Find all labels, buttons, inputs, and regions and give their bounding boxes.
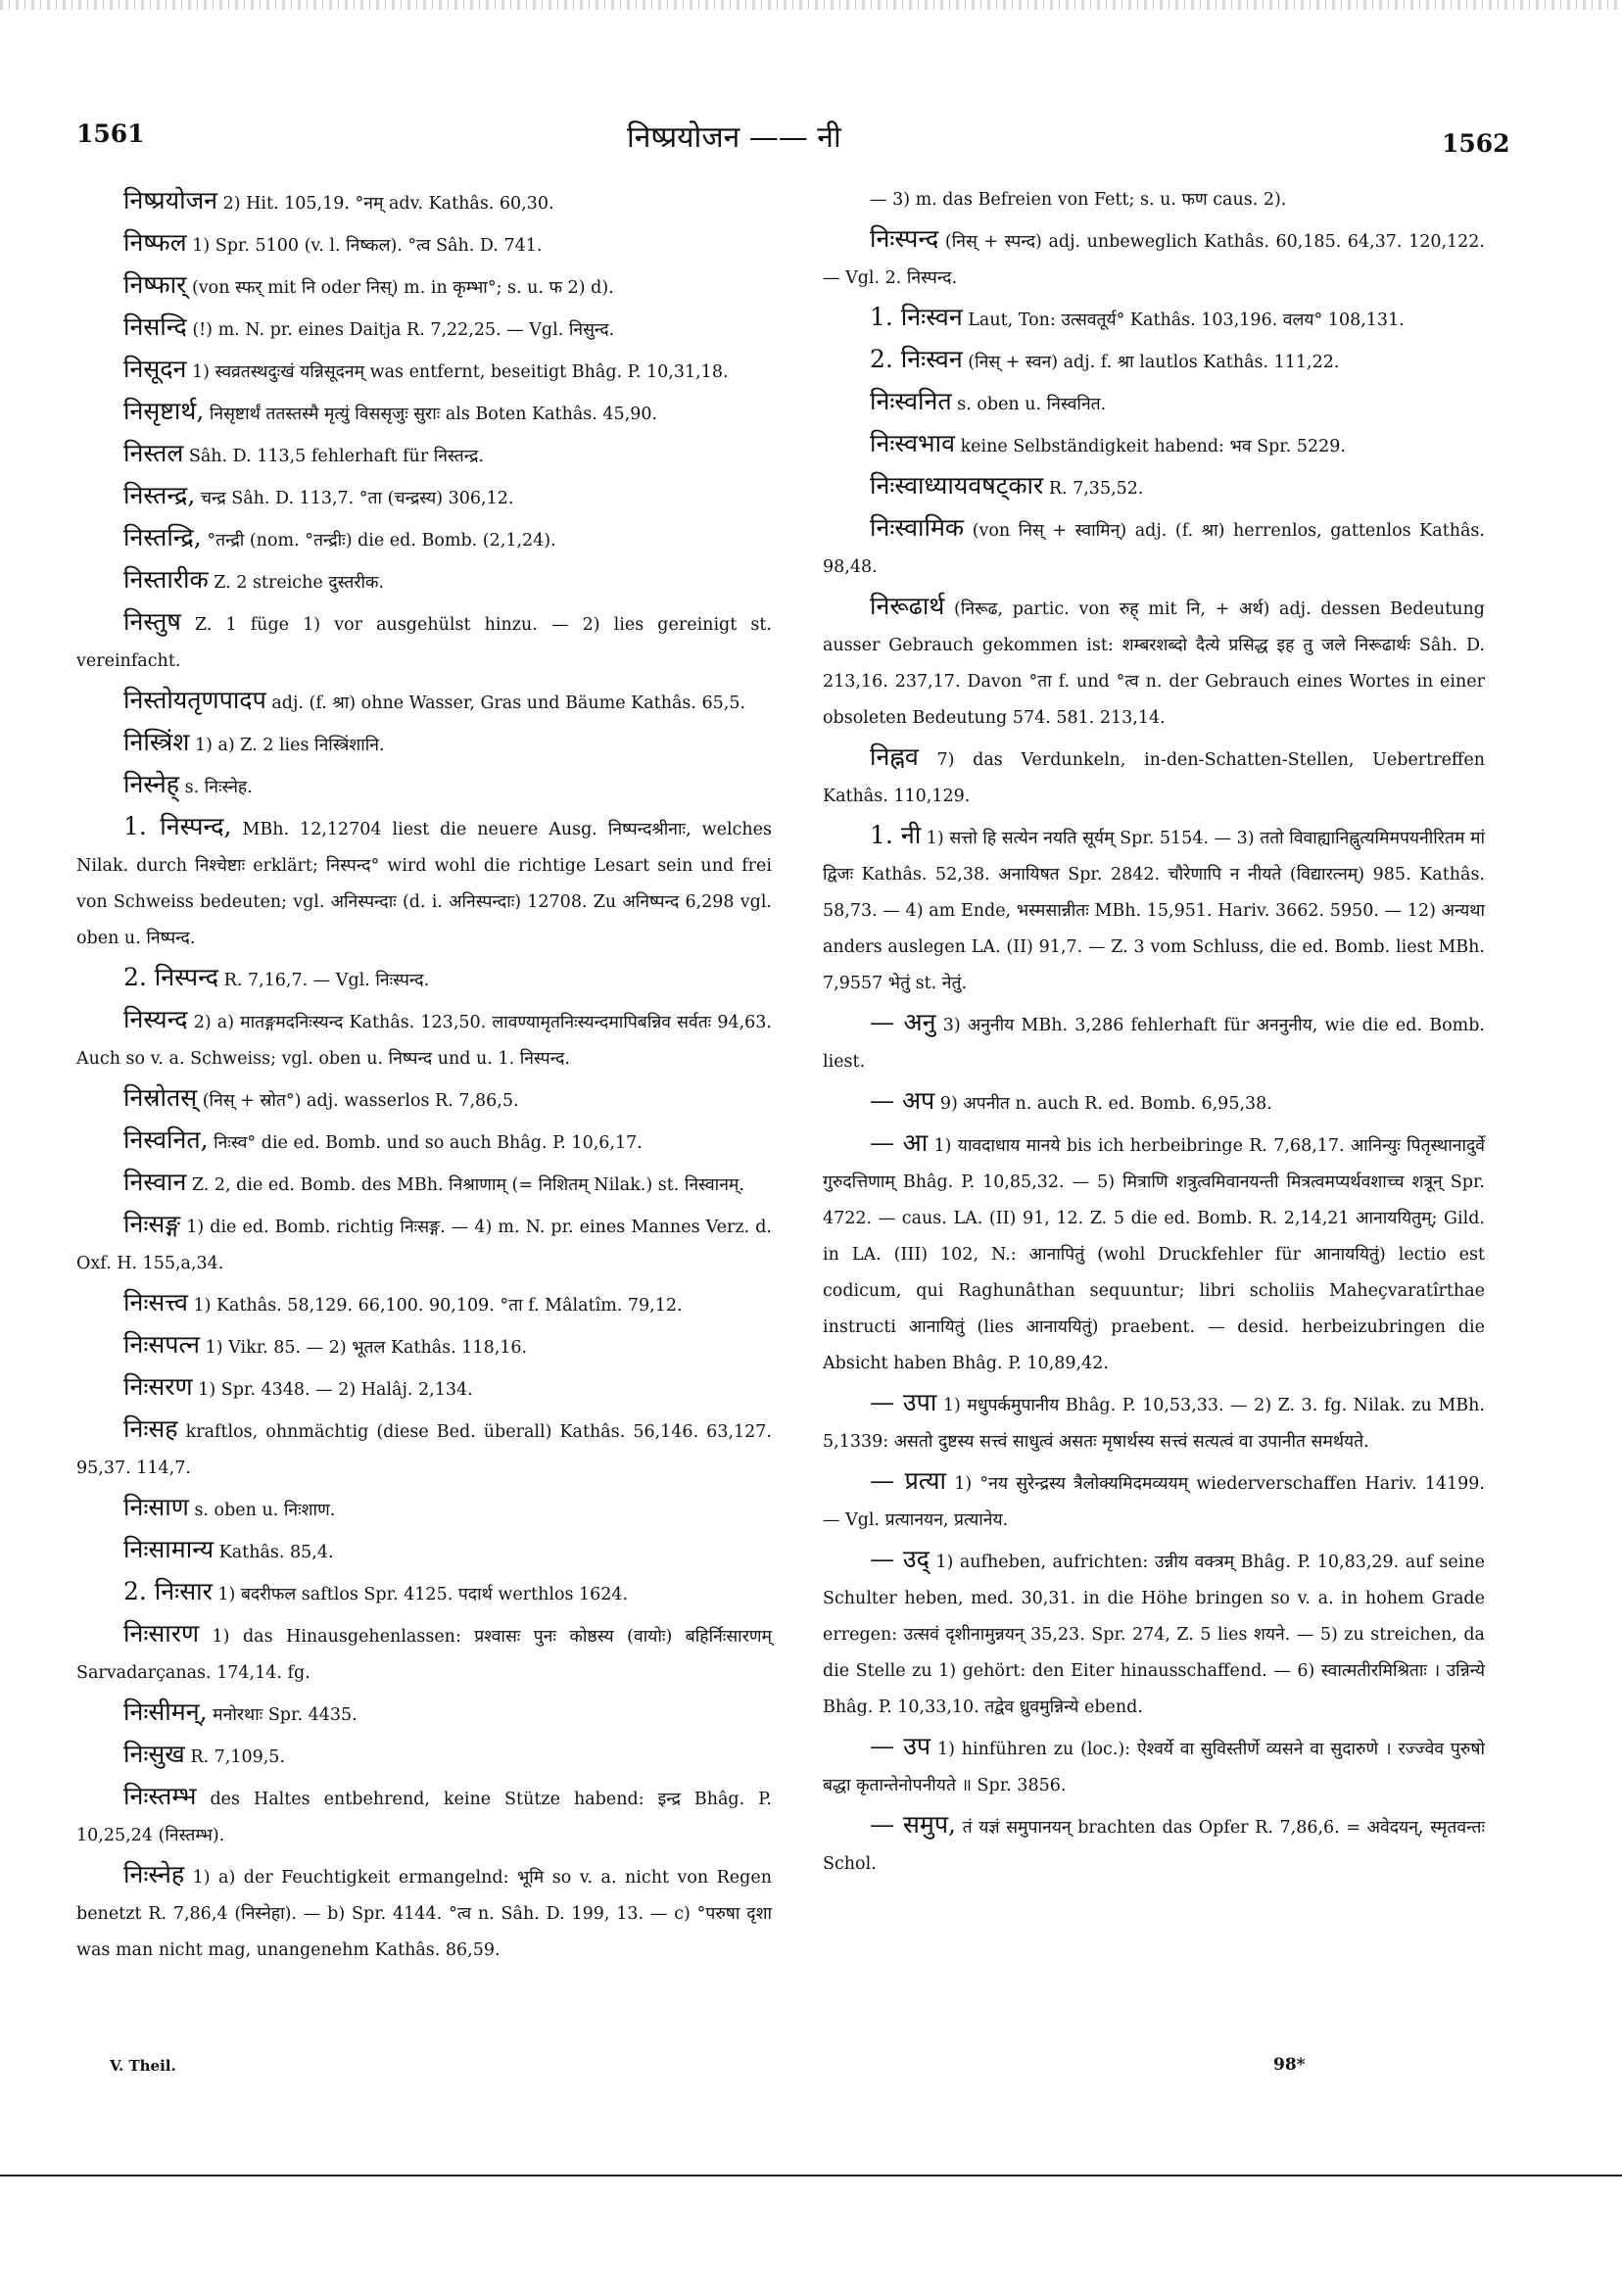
dictionary-entry: [76, 724, 772, 764]
dictionary-entry: [76, 1284, 772, 1324]
entry-text: 1) das Hinausgehenlassen: प्रश्वासः पुनः कोष्ठस्य (वायोः) बहिर्निःसारणम् Sarvadarçanas. 174,14. fg.: [76, 1627, 772, 1683]
running-title: निष्प्रयोजन —— नी: [627, 120, 841, 155]
entry-text: निःस्व° die ed. Bomb. und so auch Bhâg. P. 10,6,17.: [214, 1133, 643, 1153]
entry-text: °तन्द्री (nom. °तन्द्रीः) die ed. Bomb. (2,1,24).: [207, 531, 556, 550]
entry-headword: निःसारण: [123, 1619, 200, 1648]
top-scan-edge: [0, 0, 1622, 10]
dictionary-entry: [76, 309, 772, 349]
entry-text: चन्द्र Sâh. D. 113,7. °ता (चन्द्रस्य) 306,12.: [200, 489, 514, 508]
entry-text: 1) a) der Feuchtigkeit ermangelnd: भूमि so v. a. nicht von Regen benetzt R. 7,86,4 (निस्नेहा). — b) Spr. 4144. °त्व n. Sâh. D. 199, 13. — c) °परुषा दृशा was man nicht mag, unangenehm Kathâs. 86,59.: [76, 1868, 772, 1960]
entry-headword: निःस्वाध्यायवषट्कार: [870, 471, 1044, 500]
dictionary-entry: [823, 220, 1485, 297]
entry-text: 1) स्वव्रतस्थदुःखं यन्निसूदनम् was entfernt, beseitigt Bhâg. P. 10,31,18.: [191, 362, 729, 382]
dictionary-entry: [76, 1531, 772, 1571]
dictionary-entry: [823, 817, 1485, 1002]
entry-headword: निष्फार्: [123, 270, 187, 299]
dictionary-entry: [76, 477, 772, 517]
dictionary-entry: [76, 1206, 772, 1282]
dictionary-entry: [823, 1462, 1485, 1539]
dictionary-entry: [823, 739, 1485, 815]
entry-headword: निस्नेह्: [123, 770, 180, 798]
page-number-right: 1562: [1442, 129, 1510, 158]
entry-text: 1) hinführen zu (loc.): ऐश्वर्ये वा सुविस्तीर्णे व्यसने वा सुदारुणे । रज्ज्वेव पुरुषो बद्धा कृतान्तेनोपनीयते ॥ Spr. 3856.: [823, 1740, 1485, 1795]
entry-text: 1) Vikr. 85. — 2) भूतल Kathâs. 118,16.: [205, 1338, 528, 1358]
entry-headword: निस्रोतस्: [123, 1083, 198, 1112]
entry-headword: निःस्वभाव: [870, 429, 955, 457]
entry-text: (von स्फर् mit नि oder निस्) m. in कृम्भा°; s. u. फ 2) d).: [191, 278, 614, 298]
entry-headword: निह्नव: [870, 742, 919, 771]
dictionary-entry: [823, 1541, 1485, 1726]
entry-headword: निःसामान्य: [123, 1535, 215, 1563]
dictionary-entry: [76, 182, 772, 222]
entry-headword: निःसीमन्,: [123, 1698, 208, 1726]
entry-text: 1) die ed. Bomb. richtig निःसङ्ग. — 4) m. N. pr. eines Mannes Verz. d. Oxf. H. 155,a,34.: [76, 1218, 772, 1273]
entry-headword: निःस्पन्द: [870, 224, 939, 253]
dictionary-entry: [76, 766, 772, 806]
volume-label: V. Theil.: [110, 2057, 176, 2075]
entry-text: तं यज्ञं समुपानयन् brachten das Opfer R. 7,86,6. = अवेदयन्, स्मृतवन्तः Schol.: [823, 1818, 1485, 1874]
entry-text: 1) मधुपर्कमुपानीय Bhâg. P. 10,53,33. — 2) Z. 3. fg. Nilak. zu MBh. 5,1339: असतो दुष्टस्य सत्त्वं साधुत्वं असतः मृषार्थस्य सत्त्वं सत्यत्वं वा उपानीत समर्थयते.: [823, 1396, 1485, 1452]
entry-headword: निष्प्रयोजन: [123, 186, 218, 215]
dictionary-entry: [823, 383, 1485, 423]
dictionary-entry: [76, 561, 772, 601]
entry-headword: 2. निःस्वन: [870, 345, 963, 373]
dictionary-entry: [76, 1122, 772, 1162]
dictionary-entry: [823, 182, 1485, 218]
entry-headword: निःसङ्ग: [123, 1210, 181, 1238]
entry-text: s. oben u. निस्वनित.: [957, 395, 1107, 414]
dictionary-entry: [76, 1856, 772, 1969]
entry-text: 1) °नय सुरेन्द्रस्य त्रैलोक्यमिदमव्ययम् wiederverschaffen Hariv. 14199. — Vgl. प्रत्यानयन, प्रत्यानेय.: [823, 1474, 1485, 1530]
dictionary-entry: [823, 1728, 1485, 1804]
dictionary-entry: [823, 299, 1485, 339]
dictionary-entry: [76, 266, 772, 307]
entry-headword: निरूढार्थ: [870, 592, 945, 620]
dictionary-entry: [823, 1004, 1485, 1080]
dictionary-entry: [76, 1001, 772, 1077]
entry-headword: निःस्नेह: [123, 1860, 185, 1889]
entry-text: 1) Spr. 4348. — 2) Halâj. 2,134.: [198, 1380, 473, 1400]
entry-text: R. 7,109,5.: [190, 1747, 286, 1767]
dictionary-entry: [823, 467, 1485, 507]
entry-text: 2) Hit. 105,19. °नम् adv. Kathâs. 60,30.: [222, 194, 554, 214]
entry-text: 1) Spr. 5100 (v. l. निष्कल). °त्व Sâh. D. 741.: [192, 236, 543, 256]
dictionary-entry: [76, 519, 772, 559]
entry-text: R. 7,35,52.: [1048, 479, 1144, 499]
entry-text: — 3) m. das Befreien von Fett; s. u. फण caus. 2).: [870, 190, 1287, 210]
entry-headword: 2. निःसार: [123, 1577, 213, 1605]
entry-text: Z. 2, die ed. Bomb. des MBh. निश्राणाम् (= निशितम् Nilak.) st. निस्वानम्.: [191, 1175, 744, 1195]
entry-text: (निस् + स्वन) adj. f. श्रा lautlos Kathâs. 111,22.: [968, 353, 1340, 372]
entry-text: s. निःस्नेह.: [184, 778, 253, 797]
dictionary-entry: [823, 1082, 1485, 1123]
entry-headword: निसन्दि: [123, 312, 187, 341]
entry-text: Laut, Ton: उत्सवतूर्य° Kathâs. 103,196. वलय° 108,131.: [968, 311, 1405, 330]
entry-text: s. oben u. निःशाण.: [194, 1501, 336, 1520]
entry-headword: निःस्तम्भ: [123, 1782, 197, 1810]
dictionary-entry: [76, 393, 772, 433]
entry-headword: — अनु: [870, 1008, 936, 1036]
entry-text: मनोरथाः Spr. 4435.: [213, 1705, 358, 1725]
entry-text: Sâh. D. 113,5 fehlerhaft für निस्तन्द्र.: [188, 447, 485, 466]
entry-headword: निस्तल: [123, 439, 184, 467]
entry-headword: निःसत्त्व: [123, 1288, 188, 1316]
dictionary-entry: [76, 1326, 772, 1366]
entry-text: 3) अनुनीय MBh. 3,286 fehlerhaft für अननुनीय, wie die ed. Bomb. liest.: [823, 1016, 1485, 1072]
entry-text: (!) m. N. pr. eines Daitja R. 7,22,25. — Vgl. निसुन्द.: [192, 320, 615, 340]
page-number-left: 1561: [76, 120, 145, 148]
entry-text: 1) Kathâs. 58,129. 66,100. 90,109. °ता f. Mâlatîm. 79,12.: [193, 1296, 683, 1315]
entry-headword: निस्वान: [123, 1168, 187, 1196]
dictionary-entry: [76, 959, 772, 999]
entry-headword: निःसरण: [123, 1372, 193, 1401]
entry-text: 7) das Verdunkeln, in-den-Schatten-Stellen, Uebertreffen Kathâs. 110,129.: [823, 750, 1485, 806]
entry-headword: निष्फल: [123, 228, 187, 257]
dictionary-entry: [76, 1411, 772, 1487]
entry-text: Z. 2 streiche दुस्तरीक.: [214, 573, 385, 593]
dictionary-entry: [823, 509, 1485, 586]
dictionary-entry: [76, 1079, 772, 1120]
entry-headword: निसृष्टार्थ,: [123, 397, 205, 425]
entry-headword: 1. निःस्वन: [870, 303, 963, 331]
dictionary-entry: [823, 1806, 1485, 1883]
dictionary-entry: [76, 224, 772, 264]
entry-text: 1) यावदाधाय मानये bis ich herbeibringe R. 7,68,17. आनिन्युः पितृस्थानादुर्वे गुरुदत्तिणाम् Bhâg. P. 10,85,32. — 5) मित्राणि शत्रुत्वमिवानयन्ती मित्रत्वमप्यर्थवशाच्च शत्रून् Spr. 4722. — caus. LA. (II) 91, 12. Z. 5 die ed. Bomb. R. 2,14,21 आनाययितुम्; Gild. in LA. (III) 102, N.: आनापितुं (wohl Druckfehler für आनाययितुं) lectio est codicum, qui Raghunâthan sequuntur; libri scholiis Maheçvaratîrthae instructi आनायितुं (lies आनाययितुं) praebent. — desid. herbeizubringen die Absicht haben Bhâg. P. 10,89,42.: [823, 1136, 1486, 1373]
entry-headword: — उप: [870, 1732, 931, 1760]
dictionary-entry: [76, 1694, 772, 1734]
page-header: [0, 116, 1622, 165]
entry-headword: निःस्वामिक: [870, 513, 965, 542]
dictionary-entry: [823, 425, 1485, 465]
entry-text: keine Selbständigkeit habend: भव Spr. 5229.: [960, 437, 1346, 456]
entry-headword: — उपा: [870, 1388, 937, 1416]
entry-text: 1) बदरीफल saftlos Spr. 4125. पदार्थ werthlos 1624.: [217, 1585, 629, 1604]
entry-headword: निस्तोयतृणपादप: [123, 686, 266, 714]
dictionary-entry: [76, 435, 772, 475]
entry-text: R. 7,16,7. — Vgl. निःस्पन्द.: [223, 971, 430, 990]
dictionary-entry: [76, 1573, 772, 1613]
entry-text: MBh. 12,12704 liest die neuere Ausg. निष्पन्दश्रीनाः, welches Nilak. durch निश्चेष्टाः erklärt; निस्पन्द° wird wohl die richtige Lesart sein und frei von Schweiss bedeuten; vgl. अनिस्पन्दाः (d. i. अनिस्पन्दाः) 12708. Zu अनिष्पन्द 6,298 vgl. oben u. निष्पन्द.: [76, 820, 772, 948]
entry-headword: — उद्: [870, 1545, 930, 1573]
entry-headword: — प्रत्या: [870, 1466, 947, 1495]
entry-headword: निःसाण: [123, 1493, 189, 1521]
entry-text: kraftlos, ohnmächtig (diese Bed. überall) Kathâs. 56,146. 63,127. 95,37. 114,7.: [76, 1422, 772, 1478]
entry-headword: निस्तारीक: [123, 565, 209, 594]
entry-text: (निरूढ, partic. von रुह् mit नि, + अर्थ) adj. dessen Bedeutung ausser Gebrauch gekommen ist: शम्बरशब्दो दैत्ये प्रसिद्ध इह तु जले निरूढार्थः Sâh. D. 213,16. 237,17. Davon °ता f. und °त्व n. der Gebrauch eines Wortes in einer obsoleten Bedeutung 574. 581. 213,14.: [823, 599, 1485, 728]
right-column: [823, 182, 1485, 1885]
entry-headword: निःस्वनित: [870, 387, 952, 415]
entry-headword: निस्तुष: [123, 607, 181, 636]
dictionary-entry: [76, 351, 772, 391]
entry-text: 9) अपनीत n. auch R. ed. Bomb. 6,95,38.: [939, 1094, 1272, 1114]
dictionary-entry: [76, 808, 772, 957]
entry-text: 1) सत्तो हि सत्येन नयति सूर्यम् Spr. 5154. — 3) ततो विवाह्यानिह्नुत्यमिमपयनीरितम मां द्विजः Kathâs. 52,38. अनायिषत Spr. 2842. चौरेणापि न नीयते (विद्यारत्नम्) 985. Kathâs. 58,73. — 4) am Ende, भस्मसान्नीतः MBh. 15,951. Hariv. 3662. 5950. — 12) अन्यथा anders auslegen LA. (II) 91,7. — Z. 3 vom Schluss, die ed. Bomb. liest MBh. 7,9557 भेतुं st. नेतुं.: [823, 829, 1485, 993]
dictionary-entry: [76, 1778, 772, 1854]
entry-headword: निस्वनित,: [123, 1125, 209, 1154]
dictionary-entry: [823, 588, 1485, 737]
entry-headword: निःसुख: [123, 1740, 185, 1768]
entry-headword: निस्यन्द: [123, 1005, 188, 1033]
entry-text: (von निस् + स्वामिन्) adj. (f. श्रा) herrenlos, gattenlos Kathâs. 98,48.: [823, 521, 1485, 577]
dictionary-entry: [76, 1489, 772, 1529]
dictionary-entry: [76, 1615, 772, 1692]
entry-text: 1) a) Z. 2 lies निस्त्रिंशानि.: [194, 736, 385, 755]
entry-headword: निस्तन्द्र,: [123, 481, 196, 509]
left-column: [76, 182, 772, 1971]
entry-text: Z. 1 füge 1) vor ausgehülst hinzu. — 2) lies gereinigt st. vereinfacht.: [76, 615, 772, 671]
dictionary-entry: [76, 1164, 772, 1204]
entry-headword: 2. निस्पन्द: [123, 963, 219, 991]
bottom-rule: [0, 2175, 1622, 2176]
dictionary-entry: [76, 682, 772, 722]
dictionary-entry: [823, 341, 1485, 381]
entry-text: (निस् + स्पन्द) adj. unbeweglich Kathâs. 60,185. 64,37. 120,122. — Vgl. 2. निस्पन्द.: [823, 232, 1485, 288]
entry-text: 1) aufheben, aufrichten: उन्नीय वक्त्रम् Bhâg. P. 10,83,29. auf seine Schulter heben, med. 30,31. in die Höhe bringen so v. a. in hohem Grade erregen: उत्सवं दृशीनामुन्नयन् 35,23. Spr. 274, Z. 5 lies शयने. — 5) zu streichen, da die Stelle zu 1) gehört: den Eiter hinausschaffend. — 6) स्वात्मतीरमिश्रिताः । उन्निन्ये Bhâg. P. 10,33,10. तद्वेव ध्रुवमुन्निन्ये ebend.: [823, 1553, 1485, 1717]
dictionary-entry: [76, 603, 772, 680]
entry-text: adj. (f. श्रा) ohne Wasser, Gras und Bäume Kathâs. 65,5.: [271, 694, 746, 713]
entry-text: निसृष्टार्थं ततस्तस्मै मृत्युं विससृजुः सुराः als Boten Kathâs. 45,90.: [209, 405, 658, 424]
entry-text: Kathâs. 85,4.: [218, 1543, 334, 1562]
sheet-signature: 98*: [1273, 2055, 1306, 2075]
entry-headword: निःसह: [123, 1414, 178, 1443]
entry-text: (निस् + स्रोत°) adj. wasserlos R. 7,86,5.: [202, 1091, 519, 1111]
dictionary-entry: [823, 1384, 1485, 1460]
entry-headword: — समुप,: [870, 1810, 957, 1839]
entry-headword: 1. निस्पन्द,: [123, 812, 232, 840]
entry-headword: निसूदन: [123, 355, 187, 383]
entry-text: 2) a) मातङ्गमदनिःस्यन्द Kathâs. 123,50. लावण्यामृतनिःस्यन्दमापिबन्निव सर्वतः 94,63. Auch so v. a. Schweiss; vgl. oben u. निष्पन्द und u. 1. निस्पन्द.: [76, 1013, 772, 1069]
entry-headword: निस्त्रिंश: [123, 728, 190, 756]
entry-headword: — आ: [870, 1128, 929, 1157]
dictionary-entry: [76, 1736, 772, 1776]
entry-headword: 1. नी: [870, 821, 922, 849]
dictionary-entry: [823, 1124, 1485, 1382]
entry-headword: — अप: [870, 1086, 935, 1115]
dictionary-entry: [76, 1368, 772, 1409]
entry-text: des Haltes entbehrend, keine Stütze habend: इन्द्र Bhâg. P. 10,25,24 (निस्तम्भ).: [76, 1790, 772, 1845]
entry-headword: निःसपत्न: [123, 1330, 201, 1359]
entry-headword: निस्तन्द्रि,: [123, 523, 202, 551]
